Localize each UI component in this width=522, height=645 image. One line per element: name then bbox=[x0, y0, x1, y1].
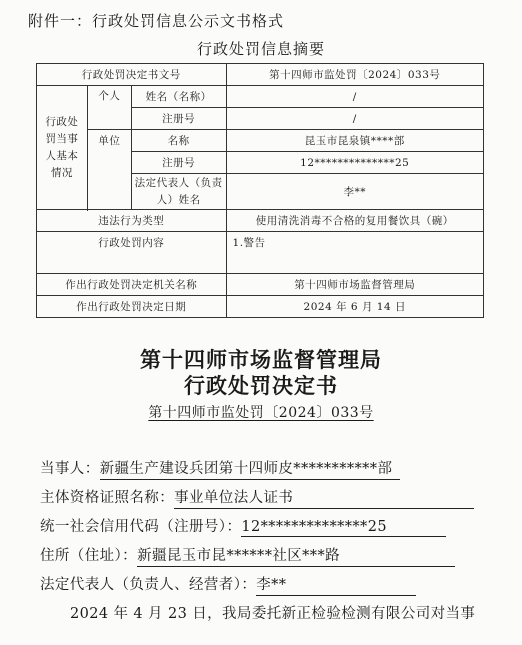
summary-title: 行政处罚信息摘要 bbox=[196, 40, 325, 58]
attachment-header: 附件一：行政处罚信息公示文书格式 bbox=[28, 12, 285, 30]
violation-type-label: 违法行为类型 bbox=[37, 210, 227, 232]
legal-rep-value: 李** bbox=[226, 174, 483, 210]
party-label: 当事人： bbox=[40, 461, 100, 477]
table-row bbox=[37, 210, 484, 232]
doc-number-text: 第十四师市监处罚〔2024〕033号 bbox=[148, 405, 374, 421]
address-value: 新疆昆玉市昆******社区***路 bbox=[137, 544, 455, 567]
table-row bbox=[37, 274, 484, 296]
penalty-content-value: 1.警告 bbox=[226, 232, 483, 274]
individual-label: 个人 bbox=[87, 86, 131, 130]
unit-label: 单位 bbox=[87, 130, 131, 210]
table-row bbox=[37, 232, 484, 274]
penalty-content-label: 行政处罚内容 bbox=[37, 232, 227, 274]
date-value: 2024 年 6 月 14 日 bbox=[226, 296, 483, 318]
credit-code-label: 统一社会信用代码（注册号）： bbox=[40, 519, 242, 535]
unit-reg-no-label: 注册号 bbox=[131, 152, 226, 174]
decision-number-label: 行政处罚决定书文号 bbox=[37, 64, 227, 86]
unit-name-value: 昆玉市昆泉镇****部 bbox=[226, 130, 483, 152]
intro-paragraph: 2024 年 4 月 23 日，我局委托新正检验检测有限公司对当事 bbox=[70, 606, 476, 622]
reg-no-label: 注册号 bbox=[131, 108, 226, 130]
legal-rep-body-value: 李** bbox=[256, 573, 416, 596]
cert-line bbox=[40, 486, 474, 509]
table-row bbox=[37, 130, 484, 152]
credit-code-value: 12**************25 bbox=[241, 519, 446, 537]
decision-number-value: 第十四师市监处罚〔2024〕033号 bbox=[226, 64, 483, 86]
violation-type-value: 使用清洗消毒不合格的复用餐饮具（碗） bbox=[226, 210, 483, 232]
penalty-summary-table bbox=[36, 63, 484, 318]
unit-name-label: 名称 bbox=[131, 130, 226, 152]
party-value: 新疆生产建设兵团第十四师皮***********部 bbox=[100, 457, 400, 480]
table-row bbox=[37, 64, 484, 86]
authority-value: 第十四师市场监督管理局 bbox=[226, 274, 483, 296]
decision-doc-title: 行政处罚决定书 bbox=[184, 373, 338, 398]
authority-title: 第十四师市场监督管理局 bbox=[140, 347, 382, 372]
authority-label: 作出行政处罚决定机关名称 bbox=[37, 274, 227, 296]
cert-label: 主体资格证照名称： bbox=[40, 490, 175, 506]
legal-rep-line bbox=[40, 573, 416, 596]
cert-value: 事业单位法人证书 bbox=[174, 486, 474, 509]
date-label: 作出行政处罚决定日期 bbox=[37, 296, 227, 318]
legal-rep-body-label: 法定代表人（负责人、经营者）： bbox=[40, 577, 257, 593]
address-label: 住所（住址）： bbox=[40, 548, 138, 564]
party-basic-label: 行政处罚当事人基本情况 bbox=[37, 86, 88, 210]
legal-rep-label: 法定代表人（负责人）姓名 bbox=[131, 174, 226, 210]
party-line bbox=[40, 457, 400, 480]
table-row bbox=[37, 296, 484, 318]
table-row bbox=[37, 86, 484, 108]
name-label: 姓名（名称） bbox=[131, 86, 226, 108]
individual-name-value: / bbox=[226, 86, 483, 108]
unit-reg-no-value: 12**************25 bbox=[226, 152, 483, 174]
credit-code-line bbox=[40, 515, 446, 537]
address-line bbox=[40, 544, 455, 567]
individual-reg-no-value: / bbox=[226, 108, 483, 130]
decision-doc-number bbox=[0, 402, 522, 422]
